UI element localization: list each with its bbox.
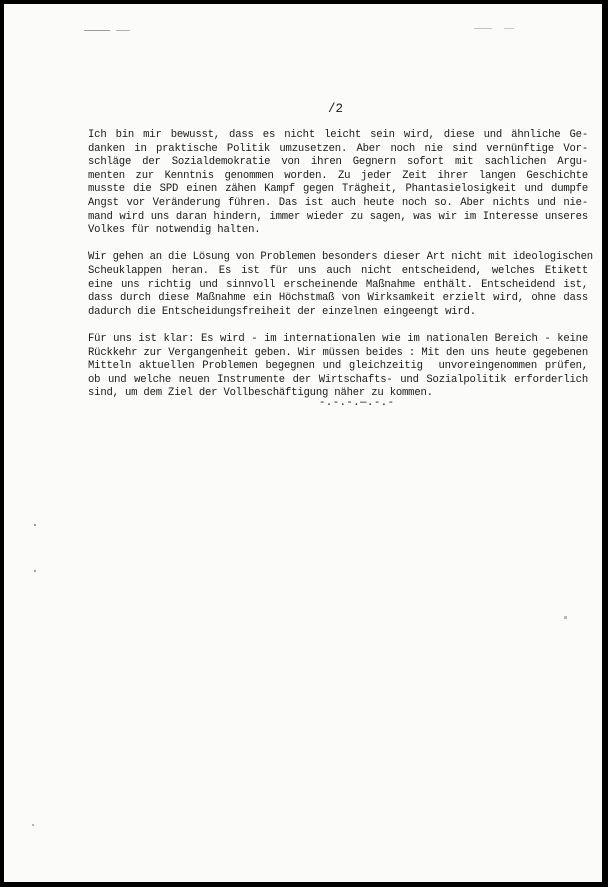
text-line: menten zur Kenntnis genommen worden. Zu jeder Zeit ihrer langen Geschichte xyxy=(88,169,588,182)
text-line: musste die SPD einen zähen Kampf gegen Trägheit, Phantasielosigkeit und dumpfe xyxy=(88,183,588,196)
document-page xyxy=(4,4,602,882)
text-line: sind, um dem Ziel der Vollbeschäftigung näher zu kommen. xyxy=(88,387,433,400)
text-line: Wir gehen an die Lösung von Problemen besonders dieser Art nicht mit ideologischen xyxy=(88,251,593,264)
paragraph-1 xyxy=(88,129,588,238)
text-line: dass durch diese Maßnahme ein Höchstmaß von Wirksamkeit erzielt wird, ohne dass xyxy=(88,292,588,305)
text-line: Rückkehr zur Vergangenheit geben. Wir müssen beides : Mit den uns heute gegebenen xyxy=(88,346,588,359)
paragraph-3 xyxy=(88,333,588,401)
text-line: danken in praktische Politik umzusetzen. Aber noch nie sind vernünftige Vor- xyxy=(88,142,588,155)
page-number: /2 xyxy=(328,102,344,116)
text-line: dadurch die Entscheidungsfreiheit der einzelnen eingeengt wird. xyxy=(88,305,476,318)
paragraph-2 xyxy=(88,251,593,319)
text-line: Scheuklappen heran. Es ist für uns auch nicht entscheidend, welches Etikett xyxy=(88,264,588,277)
text-line: Für uns ist klar: Es wird - im internationalen wie im nationalen Bereich - keine xyxy=(88,332,588,345)
text-line: Mitteln aktuellen Problemen begegnen und gleichzeitig unvoreingenommen prüfen, xyxy=(88,360,588,373)
text-line: eine uns richtig und sinnvoll erscheinende Maßnahme enthält. Entscheidend ist, xyxy=(88,278,588,291)
text-line: Volkes für notwendig halten. xyxy=(88,224,261,237)
body-text xyxy=(88,129,593,414)
text-line: Ich bin mir bewusst, dass es nicht leicht sein wird, diese und ähnliche Ge- xyxy=(88,129,588,141)
end-mark: -.-.-.—.-.- xyxy=(319,397,395,409)
text-line: Angst vor Veränderung führen. Das ist auch heute noch so. Aber nichts und nie- xyxy=(88,196,588,209)
text-line: ob und welche neuen Instrumente der Wirtschafts- und Sozialpolitik erforderlich xyxy=(88,373,588,386)
text-line: mand wird uns daran hindern, immer wieder zu sagen, was wir im Interesse unseres xyxy=(88,210,588,223)
text-line: schläge der Sozialdemokratie von ihren Gegnern sofort mit sachlichen Argu- xyxy=(88,156,588,169)
